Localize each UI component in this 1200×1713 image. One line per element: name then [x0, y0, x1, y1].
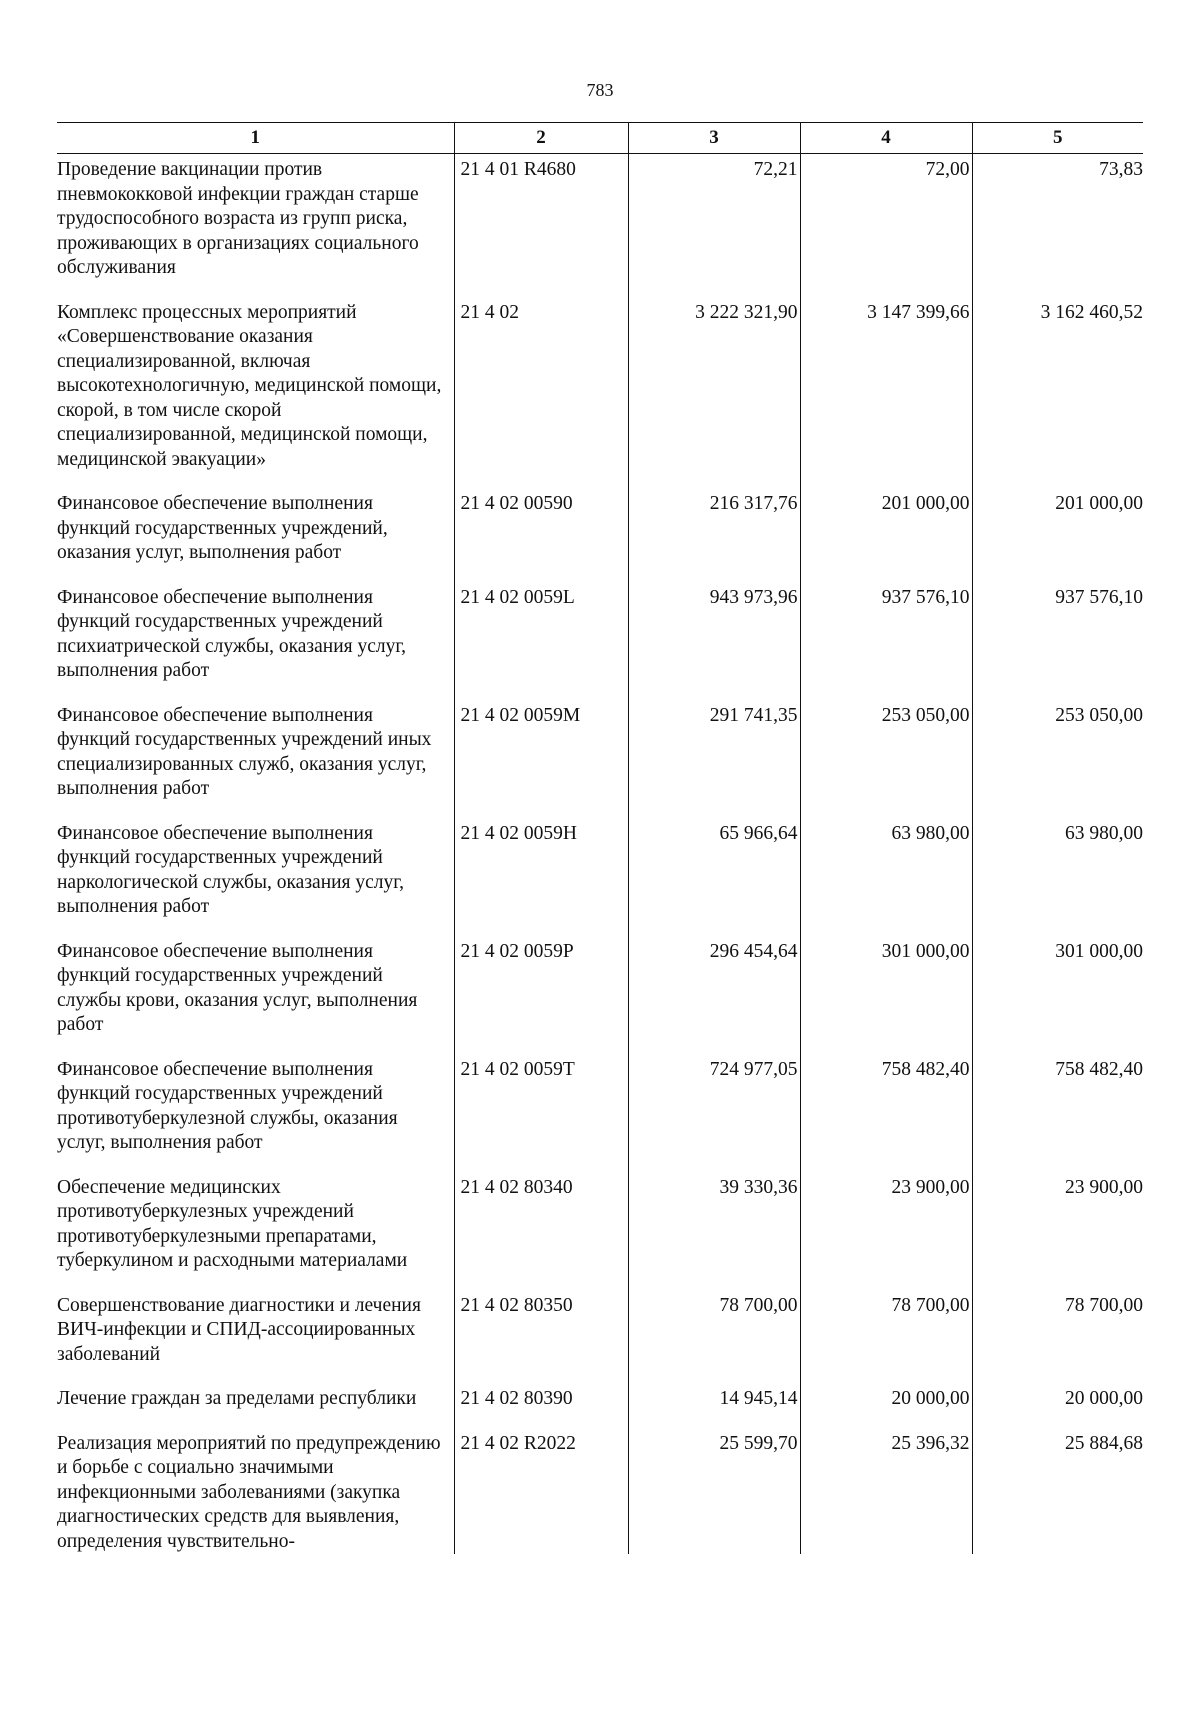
row-code-cell: 21 4 02 80350 [454, 1294, 628, 1388]
row-name-cell: Финансовое обеспечение выполнения функций государственных учреждений иных специализированных служб, оказания услуг, выполнения работ [57, 704, 432, 799]
row-value-col5: 758 482,40 [972, 1058, 1143, 1176]
row-value-col4: 3 147 399,66 [800, 301, 972, 493]
row-value-col5: 73,83 [972, 154, 1143, 301]
row-value-col5: 201 000,00 [972, 492, 1143, 586]
row-code-cell: 21 4 01 R4680 [454, 154, 628, 301]
row-name-cell: Лечение граждан за пределами республики [57, 1388, 417, 1409]
row-value-col5: 3 162 460,52 [972, 301, 1143, 493]
table-row [57, 586, 1143, 704]
table-row [57, 1176, 1143, 1294]
table-row [57, 1058, 1143, 1176]
table-row [57, 822, 1143, 940]
row-value-col3: 724 977,05 [628, 1058, 800, 1176]
row-name-cell: Финансовое обеспечение выполнения функций государственных учреждений противотуберкулезной службы, оказания услуг, выполнения работ [57, 1058, 398, 1153]
row-name-cell: Реализация мероприятий по предупреждению и борьбе с социально значимыми инфекционными заболеваниями (закупка диагностических средств для выявления, определения чувствительно- [57, 1432, 441, 1552]
header-row [57, 123, 1143, 154]
row-value-col4: 25 396,32 [800, 1432, 972, 1555]
row-value-col5: 20 000,00 [972, 1387, 1143, 1432]
row-value-col4: 758 482,40 [800, 1058, 972, 1176]
column-header-4: 4 [800, 123, 972, 154]
row-value-col3: 78 700,00 [628, 1294, 800, 1388]
column-header-2: 2 [454, 123, 628, 154]
row-name-cell: Финансовое обеспечение выполнения функций государственных учреждений, оказания услуг, выполнения работ [57, 493, 388, 563]
row-value-col3: 25 599,70 [628, 1432, 800, 1555]
row-value-col3: 216 317,76 [628, 492, 800, 586]
row-code-cell: 21 4 02 [454, 301, 628, 493]
row-code-cell: 21 4 02 80390 [454, 1387, 628, 1432]
row-value-col3: 291 741,35 [628, 704, 800, 822]
row-value-col4: 937 576,10 [800, 586, 972, 704]
row-code-cell: 21 4 02 0059L [454, 586, 628, 704]
row-code-cell: 21 4 02 0059Т [454, 1058, 628, 1176]
row-value-col4: 63 980,00 [800, 822, 972, 940]
row-value-col5: 25 884,68 [972, 1432, 1143, 1555]
row-value-col4: 253 050,00 [800, 704, 972, 822]
row-value-col4: 23 900,00 [800, 1176, 972, 1294]
page-number: 783 [586, 80, 614, 100]
row-value-col5: 253 050,00 [972, 704, 1143, 822]
row-value-col3: 65 966,64 [628, 822, 800, 940]
row-code-cell: 21 4 02 00590 [454, 492, 628, 586]
column-header-5: 5 [972, 123, 1143, 154]
table-row [57, 1432, 1143, 1555]
row-value-col3: 296 454,64 [628, 940, 800, 1058]
row-value-col4: 201 000,00 [800, 492, 972, 586]
row-code-cell: 21 4 02 0059Р [454, 940, 628, 1058]
row-value-col3: 14 945,14 [628, 1387, 800, 1432]
row-name-cell: Финансовое обеспечение выполнения функций государственных учреждений наркологической службы, оказания услуг, выполнения работ [57, 822, 404, 917]
row-value-col3: 3 222 321,90 [628, 301, 800, 493]
row-value-col4: 20 000,00 [800, 1387, 972, 1432]
row-name-cell: Совершенствование диагностики и лечения ВИЧ-инфекции и СПИД-ассоциированных заболеваний [57, 1294, 421, 1365]
row-name-cell: Комплекс процессных мероприятий «Совершенствование оказания специализированной, включая высокотехнологичную, медицинской помощи, скорой, в том числе скорой специализированной, медицинской помощи, медицинской эвакуации» [57, 301, 442, 470]
table-row [57, 940, 1143, 1058]
row-value-col4: 78 700,00 [800, 1294, 972, 1388]
table-row [57, 1294, 1143, 1388]
row-value-col3: 72,21 [628, 154, 800, 301]
row-value-col4: 72,00 [800, 154, 972, 301]
row-value-col5: 78 700,00 [972, 1294, 1143, 1388]
column-header-1: 1 [57, 123, 454, 154]
row-name-cell: Проведение вакцинации против пневмококковой инфекции граждан старше трудоспособного возраста из групп риска, проживающих в организациях социального обслуживания [57, 159, 419, 278]
row-name-cell: Финансовое обеспечение выполнения функций государственных учреждений службы крови, оказания услуг, выполнения работ [57, 940, 418, 1035]
row-code-cell: 21 4 02 80340 [454, 1176, 628, 1294]
row-value-col3: 39 330,36 [628, 1176, 800, 1294]
row-code-cell: 21 4 02 0059Н [454, 822, 628, 940]
row-value-col5: 63 980,00 [972, 822, 1143, 940]
row-name-cell: Финансовое обеспечение выполнения функций государственных учреждений психиатрической службы, оказания услуг, выполнения работ [57, 586, 407, 681]
column-header-3: 3 [628, 123, 800, 154]
table-row [57, 492, 1143, 586]
row-value-col3: 943 973,96 [628, 586, 800, 704]
table-row [57, 704, 1143, 822]
row-value-col5: 937 576,10 [972, 586, 1143, 704]
row-code-cell: 21 4 02 0059М [454, 704, 628, 822]
row-code-cell: 21 4 02 R2022 [454, 1432, 628, 1555]
budget-table [57, 122, 1143, 1554]
row-value-col5: 23 900,00 [972, 1176, 1143, 1294]
row-value-col5: 301 000,00 [972, 940, 1143, 1058]
table-row [57, 301, 1143, 493]
row-value-col4: 301 000,00 [800, 940, 972, 1058]
row-name-cell: Обеспечение медицинских противотуберкулезных учреждений противотуберкулезными препаратами, туберкулином и расходными материалами [57, 1176, 408, 1271]
table-row [57, 154, 1143, 301]
table-row [57, 1387, 1143, 1432]
